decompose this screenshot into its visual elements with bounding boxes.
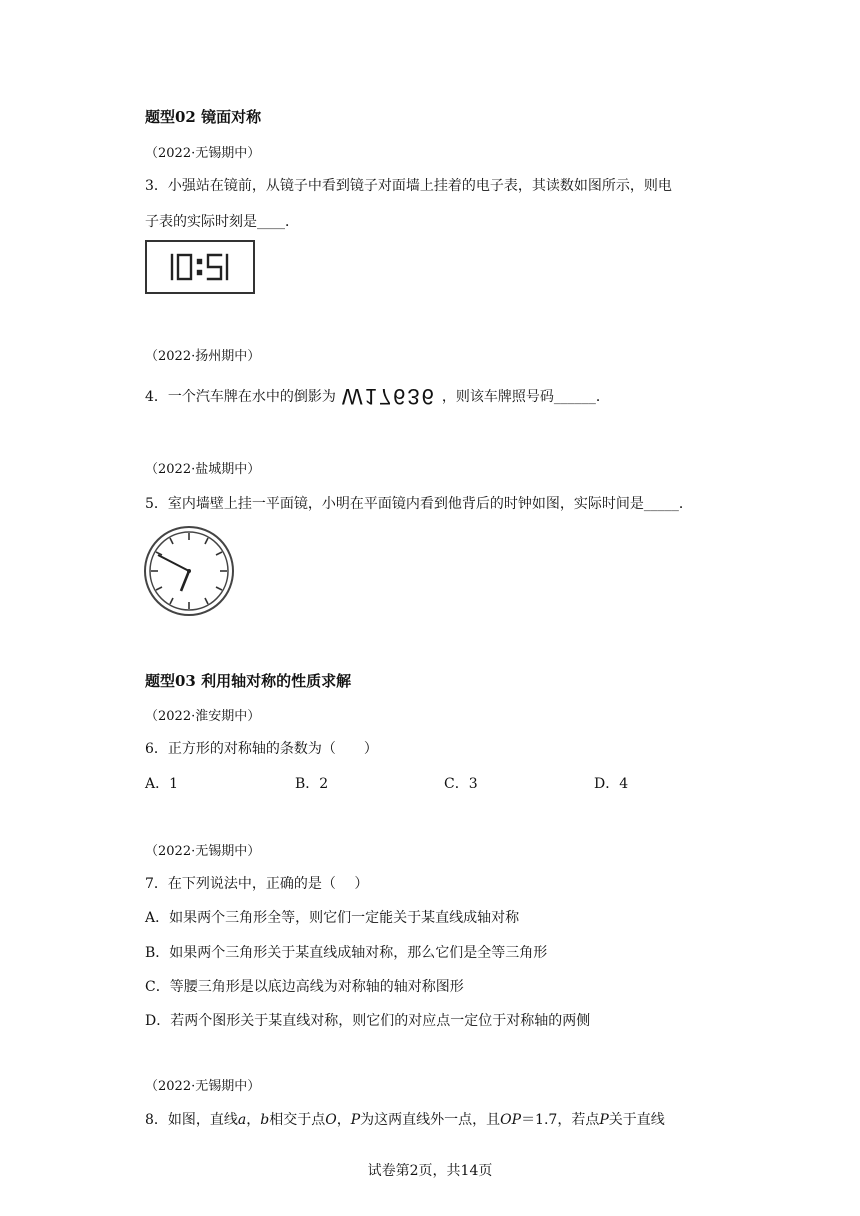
section-title-mirror: 题型02 镜面对称 bbox=[145, 108, 262, 126]
q8-var-b: b bbox=[260, 1112, 270, 1128]
q8-text-2: 相交于点 bbox=[269, 1112, 326, 1128]
q8-sep-2: ， bbox=[336, 1112, 351, 1128]
q5-line1: 5．室内墙壁上挂一平面镜，小明在平面镜内看到他背后的时钟如图，实际时间是_____． bbox=[145, 496, 693, 512]
q8-sep-1: ， bbox=[246, 1112, 261, 1128]
q7-source: （2022·无锡期中） bbox=[145, 844, 261, 859]
q8-var-op: OP bbox=[500, 1112, 522, 1128]
q4-reflection-plate: W17636 bbox=[341, 384, 436, 409]
q5-source: （2022·盐城期中） bbox=[145, 462, 261, 477]
q6-stem: 6．正方形的对称轴的条数为（ ） bbox=[145, 741, 378, 757]
q8-var-o: O bbox=[325, 1112, 337, 1128]
q4-source: （2022·扬州期中） bbox=[145, 349, 261, 364]
q8-source: （2022·无锡期中） bbox=[145, 1079, 261, 1094]
q7-option-b: B．如果两个三角形关于某直线成轴对称，那么它们是全等三角形 bbox=[145, 945, 548, 961]
digital-clock-figure bbox=[145, 240, 255, 294]
q8-text-5: 关于直线 bbox=[608, 1112, 665, 1128]
q7-option-d: D．若两个图形关于某直线对称，则它们的对应点一定位于对称轴的两侧 bbox=[145, 1013, 591, 1029]
q8-var-p: P bbox=[350, 1112, 361, 1128]
q3-source: （2022·无锡期中） bbox=[145, 146, 261, 161]
q4-prefix: 4．一个汽车牌在水中的倒影为 bbox=[145, 389, 336, 405]
q8-text-3: 为这两直线外一点，且 bbox=[360, 1112, 501, 1128]
q8-text-4: ＝1.7，若点 bbox=[521, 1112, 600, 1128]
q6-option-b: B．2 bbox=[295, 776, 329, 792]
section-title-axis-symmetry: 题型03 利用轴对称的性质求解 bbox=[145, 672, 352, 690]
q7-option-a: A．如果两个三角形全等，则它们一定能关于某直线成轴对称 bbox=[145, 910, 520, 926]
q6-option-d: D．4 bbox=[594, 776, 629, 792]
q4-suffix: ，则该车牌照号码______． bbox=[441, 389, 610, 405]
q3-line2: 子表的实际时刻是____． bbox=[145, 214, 299, 230]
q8-var-a: a bbox=[237, 1112, 247, 1128]
q7-option-c: C．等腰三角形是以底边高线为对称轴的轴对称图形 bbox=[145, 979, 464, 995]
q8-line1 bbox=[145, 1109, 665, 1129]
q6-option-c: C．3 bbox=[444, 776, 478, 792]
q8-text-1: 8．如图，直线 bbox=[145, 1112, 238, 1128]
q6-option-a: A．1 bbox=[145, 776, 179, 792]
digital-display-segments bbox=[147, 242, 253, 292]
q3-line1: 3．小强站在镜前，从镜子中看到镜子对面墙上挂着的电子表，其读数如图所示，则电 bbox=[145, 178, 672, 194]
page-footer: 试卷第2页，共14页 bbox=[367, 1163, 493, 1179]
q8-var-p2: P bbox=[599, 1112, 609, 1128]
q6-source: （2022·淮安期中） bbox=[145, 709, 261, 724]
q4-line bbox=[145, 385, 610, 407]
clock-figure bbox=[142, 525, 238, 621]
q7-stem: 7．在下列说法中，正确的是（ ） bbox=[145, 876, 369, 892]
